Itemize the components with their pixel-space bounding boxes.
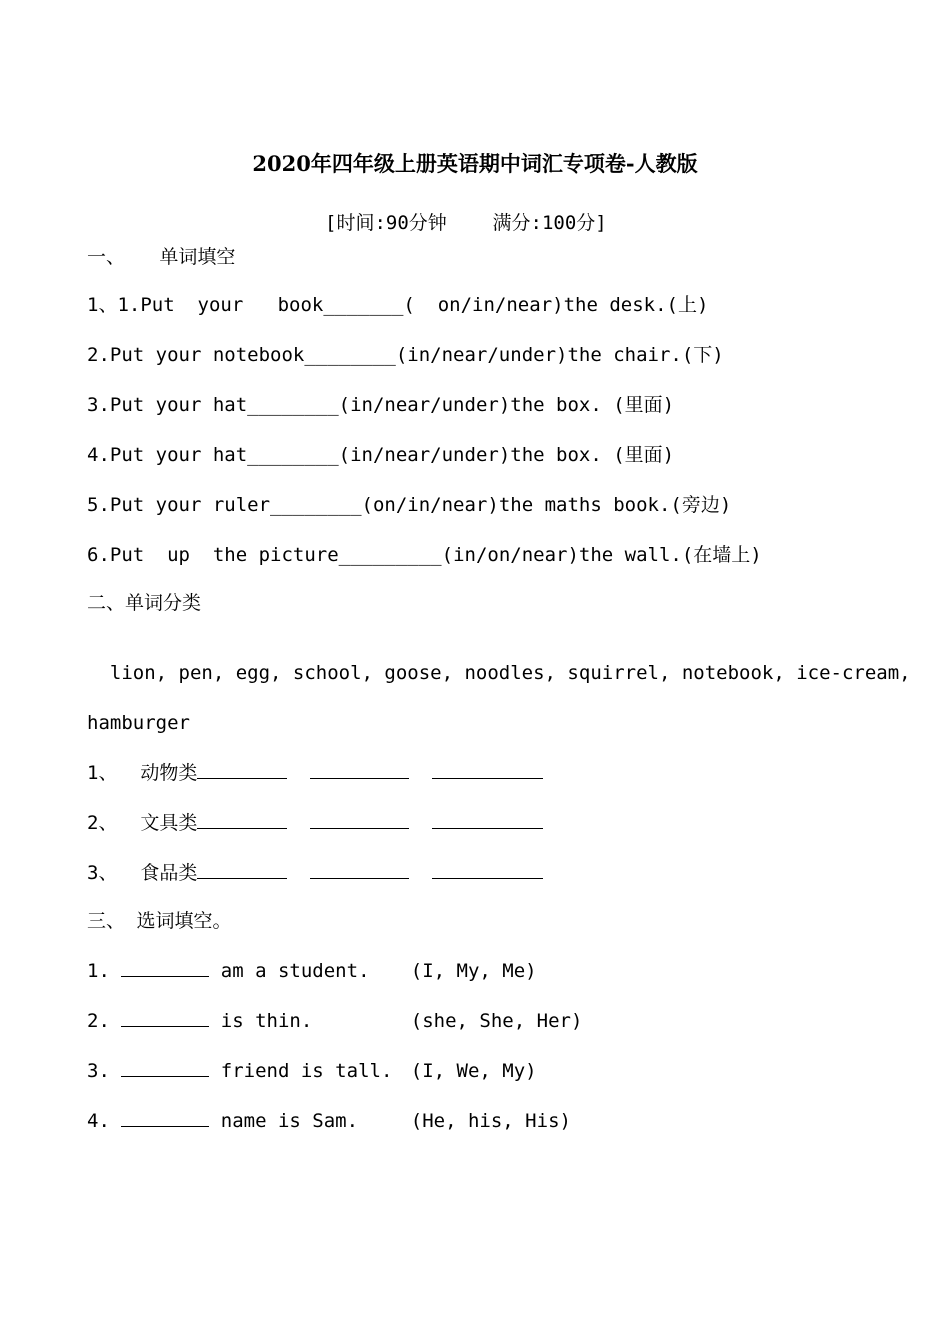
word-bank-line-2: hamburger (87, 712, 190, 734)
choice-text: name is Sam. (220, 1110, 359, 1132)
choice-blank[interactable] (121, 1008, 209, 1027)
choice-blank[interactable] (121, 1108, 209, 1127)
answer-blank[interactable] (310, 810, 409, 829)
fill-item-prefix: 2.Put your notebook (87, 344, 305, 366)
fill-item-suffix: (in/near/under)the chair.(下) (395, 344, 724, 366)
answer-blank[interactable] (432, 760, 543, 779)
fill-item-suffix: ( on/in/near)the desk.(上) (403, 294, 709, 316)
choice-blank[interactable] (121, 1058, 209, 1077)
fill-item-suffix: (in/on/near)the wall.(在墙上) (441, 544, 762, 566)
section1-heading: 一、 单词填空 (87, 246, 236, 268)
category-row-animals (87, 760, 543, 786)
choice-num: 2. (87, 1010, 110, 1032)
choice-options: (she, She, Her) (410, 1010, 583, 1032)
category-label: 1、 动物类 (87, 762, 198, 784)
choice-item-2 (87, 1008, 582, 1034)
choice-item-1 (87, 958, 537, 984)
word-bank-line-1: lion, pen, egg, school, goose, noodles, squirrel, notebook, ice-cream, (87, 662, 911, 684)
choice-num: 3. (87, 1060, 110, 1082)
answer-blank[interactable] (197, 860, 287, 879)
answer-blank[interactable] (310, 860, 409, 879)
category-label: 2、 文具类 (87, 812, 198, 834)
fill-item-suffix: (on/in/near)the maths book.(旁边) (361, 494, 732, 516)
choice-num: 1. (87, 960, 110, 982)
category-label: 3、 食品类 (87, 862, 198, 884)
fill-item-prefix: 6.Put up the picture (87, 544, 339, 566)
choice-blank[interactable] (121, 958, 209, 977)
fill-item-5 (87, 492, 731, 518)
fill-blank[interactable]: ________ (270, 494, 362, 516)
fill-item-prefix: 1、1.Put your book (87, 294, 324, 316)
choice-item-3 (87, 1058, 537, 1084)
fill-blank[interactable]: _______ (323, 294, 404, 316)
choice-options: (I, My, Me) (410, 960, 537, 982)
answer-blank[interactable] (197, 810, 287, 829)
fill-item-prefix: 3.Put your hat (87, 394, 248, 416)
fill-item-2 (87, 342, 724, 368)
choice-item-4 (87, 1108, 571, 1134)
exam-meta: [时间:90分钟 满分:100分] (325, 212, 607, 234)
choice-options: (I, We, My) (410, 1060, 537, 1082)
category-row-stationery (87, 810, 543, 836)
fill-item-1 (87, 292, 708, 318)
choice-num: 4. (87, 1110, 110, 1132)
fill-item-3 (87, 392, 674, 418)
choice-text: is thin. (220, 1010, 313, 1032)
fill-item-6 (87, 542, 762, 568)
answer-blank[interactable] (432, 810, 543, 829)
fill-item-suffix: (in/near/under)the box. (里面) (338, 394, 675, 416)
fill-item-prefix: 4.Put your hat (87, 444, 248, 466)
category-row-food (87, 860, 543, 886)
section2-heading: 二、单词分类 (87, 592, 202, 614)
document-title: 2020年四年级上册英语期中词汇专项卷-人教版 (252, 151, 698, 176)
fill-blank[interactable]: ________ (247, 394, 339, 416)
answer-blank[interactable] (310, 760, 409, 779)
fill-item-4 (87, 442, 674, 468)
section3-heading: 三、 选词填空。 (87, 910, 232, 932)
fill-item-suffix: (in/near/under)the box. (里面) (338, 444, 675, 466)
fill-blank[interactable]: ________ (247, 444, 339, 466)
choice-text: am a student. (220, 960, 370, 982)
answer-blank[interactable] (197, 760, 287, 779)
answer-blank[interactable] (432, 860, 543, 879)
choice-text: friend is tall. (220, 1060, 393, 1082)
fill-item-prefix: 5.Put your ruler (87, 494, 271, 516)
fill-blank[interactable]: _________ (338, 544, 442, 566)
choice-options: (He, his, His) (410, 1110, 571, 1132)
fill-blank[interactable]: ________ (304, 344, 396, 366)
